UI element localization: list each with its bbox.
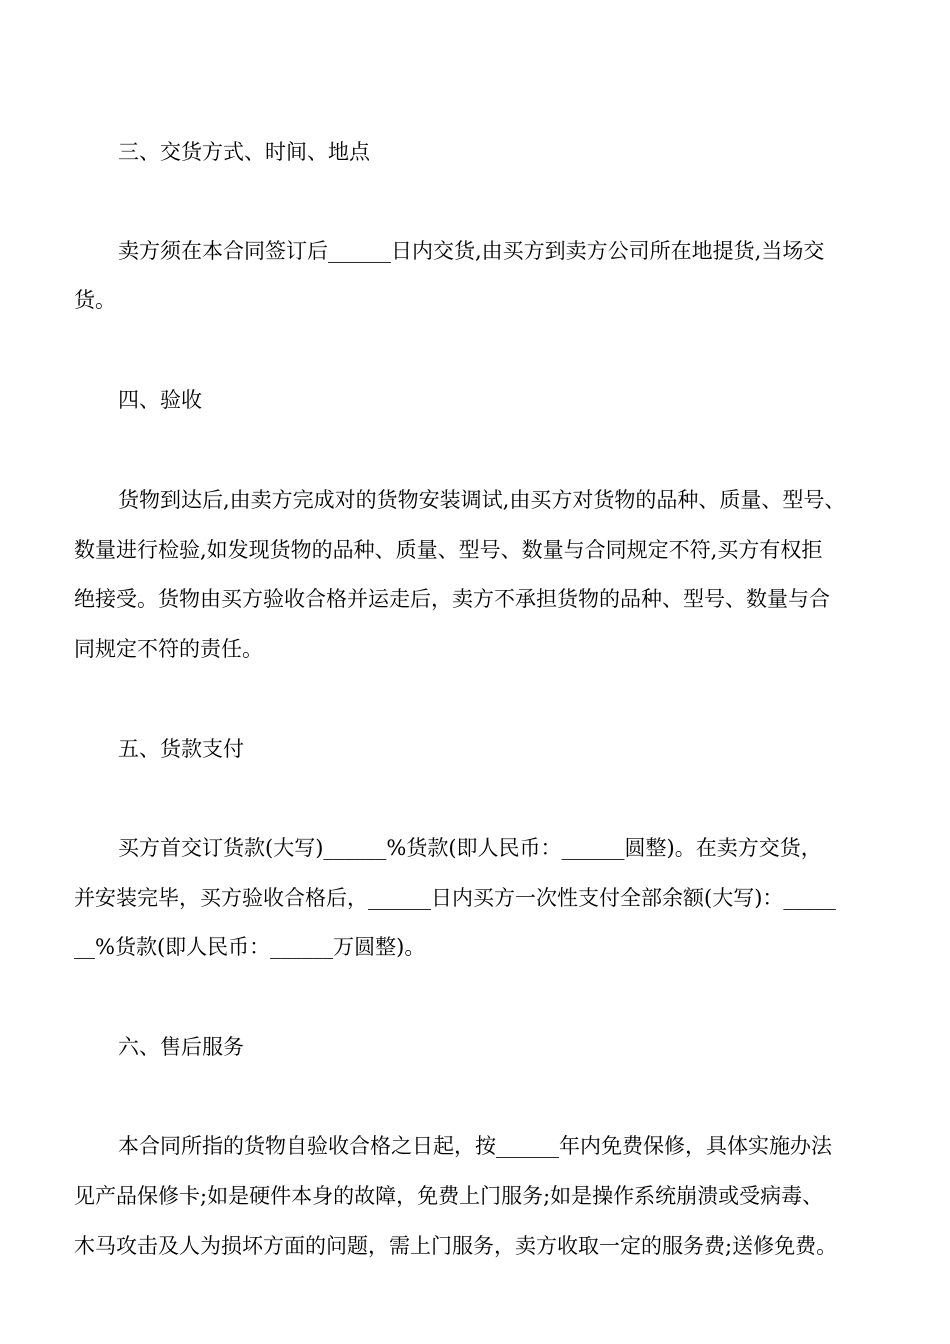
section-heading-delivery: 三、交货方式、时间、地点 — [118, 140, 370, 164]
paragraph-line: 货物到达后,由卖方完成对的货物安装调试,由买方对货物的品种、质量、型号、 — [118, 488, 846, 512]
section-heading-inspection: 四、验收 — [118, 388, 202, 412]
section-heading-payment: 五、货款支付 — [118, 737, 244, 761]
paragraph-line: 同规定不符的责任。 — [74, 637, 263, 661]
paragraph-line: 木马攻击及人为损坏方面的问题，需上门服务，卖方收取一定的服务费;送修免费。 — [74, 1234, 838, 1258]
paragraph-line: 本合同所指的货物自验收合格之日起，按______年内免费保修，具体实施办法 — [118, 1134, 832, 1158]
paragraph-line: 并安装完毕，买方验收合格后，______日内买方一次性支付全部余额(大写)：_____ — [74, 886, 836, 910]
paragraph-line: 货。 — [74, 288, 116, 312]
paragraph-line: 数量进行检验,如发现货物的品种、质量、型号、数量与合同规定不符,买方有权拒 — [74, 538, 823, 562]
paragraph-line: 卖方须在本合同签订后______日内交货,由买方到卖方公司所在地提货,当场交 — [118, 239, 825, 263]
section-heading-after-sales: 六、售后服务 — [118, 1035, 244, 1059]
paragraph-line: __%货款(即人民币：______万圆整)。 — [74, 935, 426, 959]
paragraph-line: 见产品保修卡;如是硬件本身的故障，免费上门服务;如是操作系统崩溃或受病毒、 — [74, 1184, 824, 1208]
paragraph-line: 买方首交订货款(大写)______%货款(即人民币：______圆整)。在卖方交货， — [118, 836, 822, 860]
paragraph-line: 绝接受。货物由买方验收合格并运走后，卖方不承担货物的品种、型号、数量与合 — [74, 587, 830, 611]
